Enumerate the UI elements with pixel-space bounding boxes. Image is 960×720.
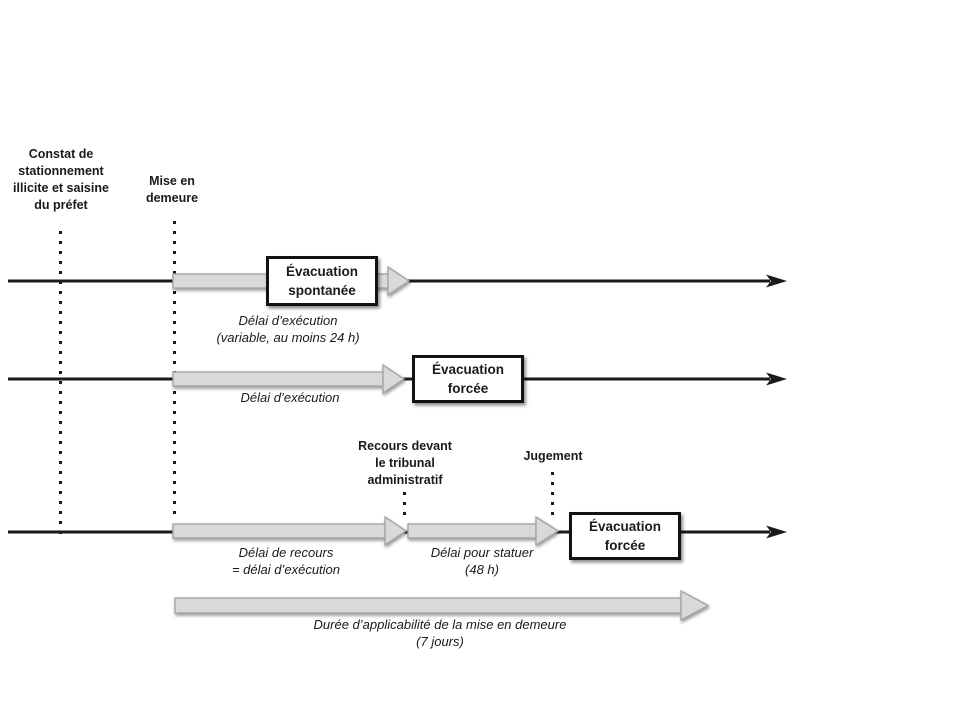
delay-label-recours [186,544,386,578]
milestone-label-constat: Constat de stationnement illicite et saisine du préfet [13,147,109,212]
delay-label-execution-variable [188,312,388,346]
process-box-evacuation-spontanee [266,256,378,306]
milestone-label-jugement: Jugement [523,449,583,463]
process-box-label: Évacuation forcée [588,519,662,553]
process-box-label: Évacuation forcée [431,362,505,396]
dotted-connector-jugement [551,472,554,522]
delay-line: Délai d’exécution [238,313,338,328]
block-arrow-delai-recours [172,516,407,546]
milestone-label-recours-tribunal: Recours devant le tribunal administratif [358,439,452,487]
delay-line: = délai d’exécution [231,562,341,577]
delay-line: Délai de recours [238,545,334,560]
block-arrow-delai-statuer [407,516,559,546]
process-box-evacuation-forcee-row3 [569,512,681,560]
milestone-label-mise-en-demeure: Mise en demeure [145,174,199,205]
process-box-evacuation-forcee-row2 [412,355,524,403]
delay-line: Durée d’applicabilité de la mise en demeure [313,617,567,632]
delay-line: (7 jours) [416,634,464,649]
delay-line: (variable, au moins 24 h) [216,330,360,345]
process-box-label: Évacuation spontanée [285,264,359,298]
delay-line: (48 h) [465,562,499,577]
delay-label-applicabilite [240,616,640,650]
delay-label-statuer [382,544,582,578]
delay-label-execution: Délai d’exécution [240,390,340,405]
delay-line: Délai pour statuer [430,545,534,560]
